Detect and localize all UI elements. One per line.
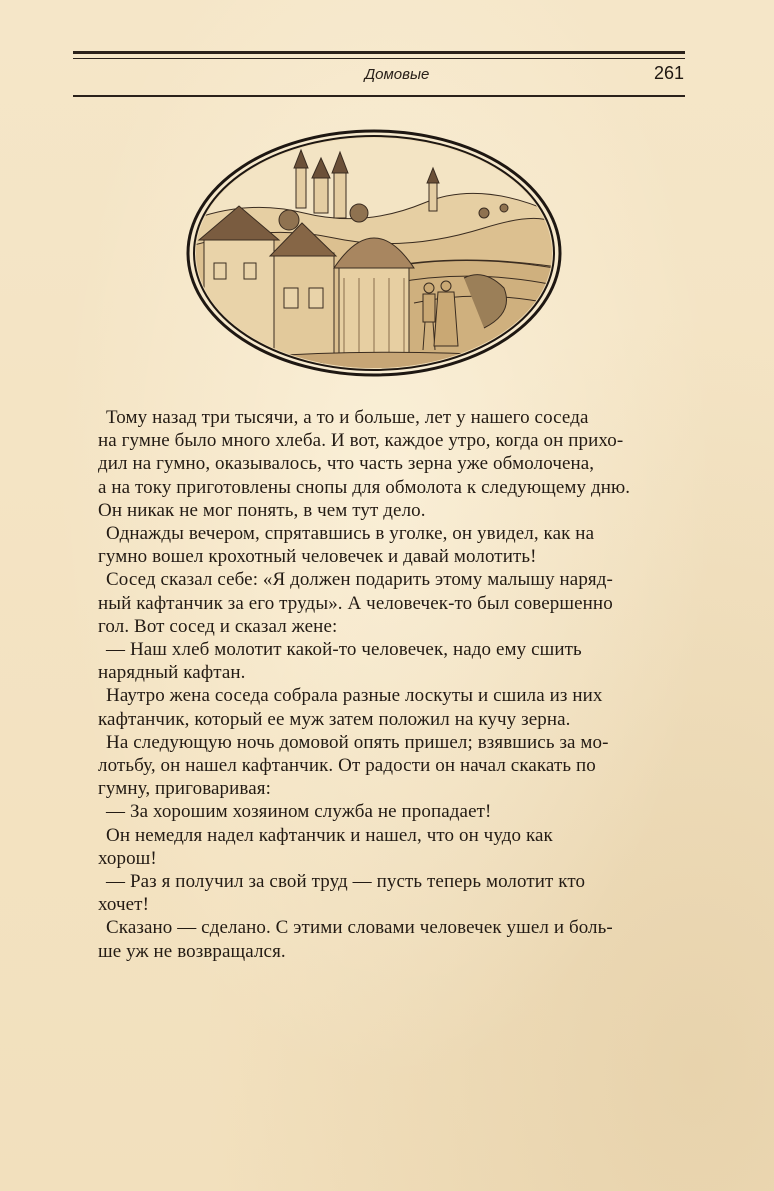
page-number: 261: [653, 63, 684, 83]
paragraph-10: Сказано — сделано. С этими словами человечек ушел и боль- ше уж не возвращался.: [98, 917, 613, 962]
paragraph-9: — Раз я получил за свой труд — пусть теперь молотит кто хочет!: [98, 871, 586, 916]
paragraph-7: — За хорошим хозяином служба не пропадает!: [106, 801, 492, 823]
story-text: [98, 406, 678, 963]
header-rule-thick: [73, 51, 685, 54]
paragraph-4: — Наш хлеб молотит какой-то человечек, надо ему сшить нарядный кафтан.: [98, 639, 582, 684]
paragraph-1: Тому назад три тысячи, а то и больше, лет у нашего соседа на гумне было много хлеба. И вот, каждое утро, когда он прихо- дил на гумно, оказывалось, что часть зерна уже обмолочена, а на току приготовлены снопы для обмолота к следующему дню. Он никак не мог понять, в чем тут дело.: [98, 407, 631, 521]
paragraph-3: Сосед сказал себе: «Я должен подарить этому малышу наряд- ный кафтанчик за его труды». А человечек-то был совершенно гол. Вот сосед и сказал жене:: [98, 569, 613, 637]
header-rule-thin: [73, 58, 685, 59]
header-rule-bottom: [73, 95, 685, 97]
paragraph-2: Однажды вечером, спрятавшись в уголке, он увидел, как на гумно вошел крохотный человечек и давай молотить!: [98, 523, 595, 568]
paragraph-6: На следующую ночь домовой опять пришел; взявшись за мо- лотьбу, он нашел кафтанчик. От радости он начал скакать по гумну, приговаривая:: [98, 731, 609, 800]
paragraph-8: Он немедля надел кафтанчик и нашел, что он чудо как хорош!: [98, 824, 553, 869]
village-landscape-vignette: [184, 128, 564, 378]
paragraph-5: Наутро жена соседа собрала разные лоскуты и сшила из них кафтанчик, который ее муж затем положил на кучу зерна.: [98, 685, 603, 730]
running-title: Домовые: [364, 66, 430, 83]
